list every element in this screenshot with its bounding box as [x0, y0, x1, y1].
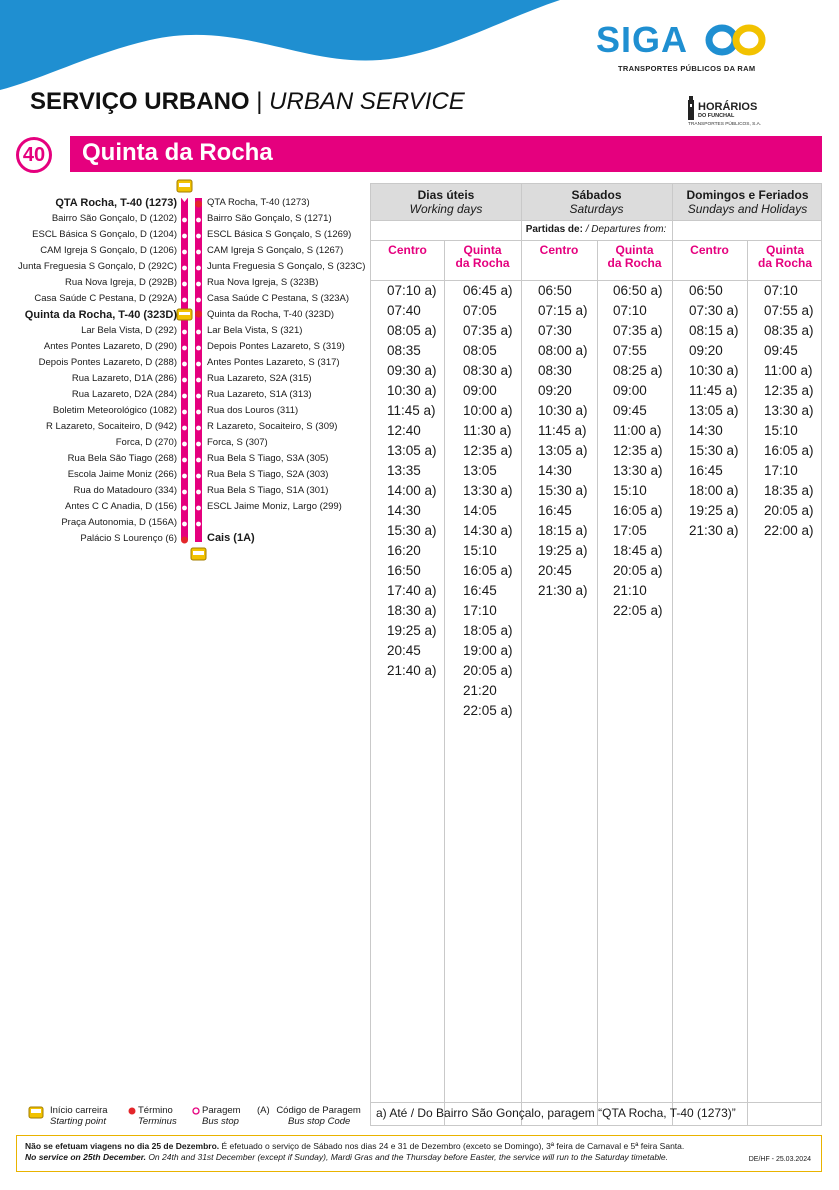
stop-inbound: Rua Nova Igreja, S (323B) [207, 277, 319, 288]
col-header-sundays-quinta [747, 244, 823, 270]
departure-time: 13:30 a) [463, 483, 513, 498]
departure-time: 10:00 a) [463, 403, 513, 418]
legend-code-en: Bus stop Code [288, 1116, 351, 1127]
stop-outbound: Palácio S Lourenço (6) [80, 533, 177, 544]
departure-time: 07:10 a) [387, 283, 437, 298]
departure-time: 10:30 a) [387, 383, 437, 398]
departure-time: 18:15 a) [538, 523, 588, 538]
departure-time: 20:05 a) [764, 503, 814, 518]
departure-time: 21:10 [613, 583, 647, 598]
departure-time: 17:10 [764, 463, 798, 478]
departure-time: 13:30 a) [764, 403, 814, 418]
day-header-sundays [672, 184, 823, 220]
stop-outbound: Boletim Meteorológico (1082) [52, 405, 177, 416]
siga-logo-subtitle: TRANSPORTES PÚBLICOS DA RAM [618, 64, 756, 73]
departure-time: 07:55 a) [764, 303, 814, 318]
legend-code-mark: (A) [257, 1105, 270, 1116]
col-header-quinta-line1: Quinta [463, 243, 502, 257]
departure-time: 08:35 [387, 343, 421, 358]
legend-terminus [128, 1105, 177, 1127]
departure-time: 18:45 a) [613, 543, 663, 558]
col-header-saturdays-quinta [597, 244, 672, 270]
day-sundays-en: Sundays and Holidays [687, 202, 808, 216]
stop-inbound: Rua Bela S Tiago, S1A (301) [207, 485, 329, 496]
col-header-weekdays-centro: Centro [388, 243, 427, 257]
departure-time: 14:30 [689, 423, 723, 438]
departure-time: 15:10 [463, 543, 497, 558]
departure-time: 11:30 a) [463, 423, 512, 438]
stop-outbound: CAM Igreja S Gonçalo, D (1206) [40, 245, 177, 256]
divider [747, 240, 748, 1125]
stop-inbound: Casa Saúde C Pestana, S (323A) [207, 293, 350, 304]
departure-time: 21:30 a) [538, 583, 588, 598]
divider [371, 220, 821, 221]
horarios-funchal-name: HORÁRIOS [698, 101, 758, 113]
departure-time: 11:00 a) [613, 423, 662, 438]
departure-time: 06:45 a) [463, 283, 513, 298]
departure-time: 07:10 [613, 303, 647, 318]
siga-logo-infinity-icon [704, 22, 768, 58]
departure-time: 18:30 a) [387, 603, 437, 618]
day-weekdays-en: Working days [409, 202, 483, 216]
col-header-saturdays-centro: Centro [539, 243, 579, 257]
legend-code-pt: Código de Paragem [276, 1105, 361, 1116]
departure-time: 18:00 a) [689, 483, 739, 498]
departure-time: 12:35 a) [613, 443, 663, 458]
departures-from-label [371, 220, 821, 240]
route-banner [16, 136, 822, 172]
legend-stop-pt: Paragem [202, 1105, 241, 1116]
departure-time: 08:30 [538, 363, 572, 378]
stop-inbound: Quinta da Rocha, T-40 (323D) [207, 309, 335, 320]
legend-start-pt: Início carreira [50, 1105, 108, 1116]
departure-time: 14:30 [387, 503, 421, 518]
day-saturdays-pt: Sábados [571, 188, 622, 202]
stop-outbound: Escola Jaime Moniz (266) [67, 469, 177, 480]
departure-time: 16:05 a) [764, 443, 814, 458]
departure-time: 13:35 [387, 463, 421, 478]
departure-time: 07:55 [613, 343, 647, 358]
departure-time: 13:30 a) [613, 463, 663, 478]
col-header-quinta-line1: Quinta [766, 243, 804, 257]
stop-inbound: Rua Lazareto, S2A (315) [207, 373, 312, 384]
departure-time: 08:05 a) [387, 323, 437, 338]
stop-inbound: R Lazareto, Socaiteiro, S (309) [207, 421, 338, 432]
legend-start-en: Starting point [50, 1116, 106, 1127]
divider [371, 1102, 821, 1103]
departure-time: 10:30 a) [689, 363, 739, 378]
departure-time: 08:30 a) [463, 363, 513, 378]
stop-inbound: Rua dos Louros (311) [207, 405, 299, 416]
stop-inbound: Junta Freguesia S Gonçalo, S (323C) [207, 261, 366, 272]
stop-inbound: Antes Pontes Lazareto, S (317) [207, 357, 340, 368]
departure-time: 21:20 [463, 683, 497, 698]
day-saturdays-en: Saturdays [569, 202, 624, 216]
departure-time: 13:05 a) [689, 403, 739, 418]
departure-time: 08:35 a) [764, 323, 814, 338]
timetable-footnote: a) Até / Do Bairro São Gonçalo, paragem “QTA Rocha, T-40 (1273)” [376, 1106, 736, 1120]
departure-time: 16:45 [689, 463, 723, 478]
departure-time: 19:25 a) [538, 543, 588, 558]
departure-time: 14:30 [538, 463, 572, 478]
departure-time: 15:30 a) [689, 443, 739, 458]
legend-stop-code [257, 1105, 361, 1127]
route-name: Quinta da Rocha [82, 139, 273, 166]
footer-en-bold: No service on 25th December. [25, 1152, 146, 1162]
horarios-funchal-logo [686, 96, 786, 130]
departure-time: 11:45 a) [387, 403, 436, 418]
bus-stop-circle-icon [192, 1107, 200, 1115]
departure-time: 07:30 a) [689, 303, 739, 318]
stop-outbound: Quinta da Rocha, T-40 (323D) [24, 309, 177, 321]
stop-outbound: Rua Nova Igreja, D (292B) [65, 277, 177, 288]
departure-time: 16:45 [463, 583, 497, 598]
divider [597, 240, 598, 1125]
bus-start-icon [28, 1105, 44, 1121]
footer-notice [16, 1135, 822, 1172]
legend-terminus-en: Terminus [138, 1116, 177, 1127]
stop-inbound: Rua Bela S Tiago, S3A (305) [207, 453, 329, 464]
departure-time: 12:40 [387, 423, 421, 438]
legend-bus-stop [192, 1105, 241, 1127]
departure-time: 14:30 a) [463, 523, 513, 538]
siga-logo [596, 18, 776, 74]
stop-inbound: Forca, S (307) [207, 437, 268, 448]
departure-time: 17:10 [463, 603, 497, 618]
col-header-quinta-line2: da Rocha [607, 256, 662, 270]
stop-outbound: Antes Pontes Lazareto, D (290) [43, 341, 177, 352]
divider [371, 240, 821, 241]
stop-outbound: Depois Pontes Lazareto, D (288) [38, 357, 177, 368]
departure-time: 16:20 [387, 543, 421, 558]
departure-time: 07:10 [764, 283, 798, 298]
departure-time: 07:30 [538, 323, 572, 338]
departure-time: 13:05 a) [538, 443, 588, 458]
stop-inbound: Depois Pontes Lazareto, S (319) [207, 341, 345, 352]
departure-time: 22:05 a) [463, 703, 513, 718]
departure-time: 08:15 a) [689, 323, 739, 338]
departure-time: 06:50 [538, 283, 572, 298]
stop-outbound: Antes C C Anadia, D (156) [65, 501, 177, 512]
stop-inbound: ESCL Jaime Moniz, Largo (299) [207, 501, 342, 512]
footer-en-rest: On 24th and 31st December (except if Sunday), Mardi Gras and the Thursday before Easter, the service will run to the Saturday timetable. [145, 1152, 669, 1162]
divider [444, 240, 445, 1125]
stop-inbound: Rua Lazareto, S1A (313) [207, 389, 312, 400]
stop-inbound: ESCL Básica S Gonçalo, S (1269) [207, 229, 352, 240]
departure-time: 13:05 a) [387, 443, 437, 458]
day-sundays-pt: Domingos e Feriados [686, 188, 809, 202]
departure-time: 17:05 [613, 523, 647, 538]
departure-time: 12:35 a) [764, 383, 814, 398]
stop-outbound: Casa Saúde C Pestana, D (292A) [34, 293, 177, 304]
stop-outbound: ESCL Básica S Gonçalo, D (1204) [32, 229, 177, 240]
departure-time: 19:00 a) [463, 643, 513, 658]
departure-time: 12:35 a) [463, 443, 513, 458]
stop-outbound: Praça Autonomia, D (156A) [61, 517, 177, 528]
departure-time: 09:45 [764, 343, 798, 358]
departure-time: 20:45 [538, 563, 572, 578]
departure-time: 08:00 a) [538, 343, 588, 358]
departure-time: 10:30 a) [538, 403, 588, 418]
departure-time: 11:00 a) [764, 363, 813, 378]
horarios-funchal-sub: DO FUNCHAL [698, 113, 735, 119]
stop-outbound: Rua Lazareto, D1A (286) [71, 373, 177, 384]
stop-outbound: R Lazareto, Socaiteiro, D (942) [46, 421, 177, 432]
departure-time: 21:30 a) [689, 523, 739, 538]
departure-time: 11:45 a) [538, 423, 587, 438]
departure-time: 20:45 [387, 643, 421, 658]
terminus-dot-icon [128, 1107, 136, 1115]
footer-pt-bold: Não se efetuam viagens no dia 25 de Dezembro. [25, 1141, 220, 1151]
col-header-quinta-line2: da Rocha [757, 256, 812, 270]
col-header-quinta-line2: da Rocha [455, 256, 510, 270]
departure-time: 15:30 a) [387, 523, 437, 538]
stop-outbound: Rua Bela São Tiago (268) [67, 453, 177, 464]
departure-time: 06:50 [689, 283, 723, 298]
departure-time: 19:25 a) [387, 623, 437, 638]
legend-terminus-pt: Término [138, 1105, 173, 1116]
departure-time: 16:05 a) [613, 503, 663, 518]
stop-outbound: Bairro São Gonçalo, D (1202) [51, 213, 177, 224]
stop-inbound: QTA Rocha, T-40 (1273) [207, 197, 310, 208]
service-title-pt: SERVIÇO URBANO [30, 88, 250, 115]
siga-logo-word: SIGA [596, 19, 689, 60]
footer-pt [25, 1141, 813, 1152]
stop-terminus-cais: Cais (1A) [207, 532, 255, 544]
departure-time: 09:00 [613, 383, 647, 398]
departure-time: 09:20 [689, 343, 723, 358]
departure-time: 11:45 a) [689, 383, 738, 398]
departure-time: 17:40 a) [387, 583, 437, 598]
stop-outbound: QTA Rocha, T-40 (1273) [55, 197, 177, 209]
departure-time: 14:00 a) [387, 483, 437, 498]
legend-start [28, 1105, 108, 1127]
departure-time: 21:40 a) [387, 663, 437, 678]
stop-outbound: Junta Freguesia S Gonçalo, D (292C) [18, 261, 177, 272]
departure-time: 15:30 a) [538, 483, 588, 498]
day-header-saturdays [521, 184, 672, 220]
departure-time: 07:40 [387, 303, 421, 318]
horarios-funchal-tagline: TRANSPORTES PÚBLICOS, S.A. [688, 122, 762, 127]
stop-outbound: Rua Lazareto, D2A (284) [71, 389, 177, 400]
stop-inbound: Rua Bela S Tiago, S2A (303) [207, 469, 329, 480]
departure-time: 22:05 a) [613, 603, 663, 618]
departure-time: 14:05 [463, 503, 497, 518]
departures-from-en: / Departures from: [585, 224, 667, 235]
stop-inbound: CAM Igreja S Gonçalo, S (1267) [207, 245, 344, 256]
departure-time: 18:35 a) [764, 483, 814, 498]
departure-time: 19:25 a) [689, 503, 739, 518]
stop-outbound: Lar Bela Vista, D (292) [81, 325, 177, 336]
service-title [30, 88, 465, 116]
day-header-weekdays [371, 184, 521, 220]
day-weekdays-pt: Dias úteis [417, 188, 475, 202]
departure-time: 07:35 a) [463, 323, 513, 338]
departure-time: 09:20 [538, 383, 572, 398]
departure-time: 07:15 a) [538, 303, 588, 318]
col-header-sundays-centro: Centro [690, 243, 729, 257]
document-code: DE/HF - 25.03.2024 [748, 1156, 811, 1163]
departure-time: 16:05 a) [463, 563, 513, 578]
legend-stop-en: Bus stop [202, 1116, 239, 1127]
departure-time: 09:45 [613, 403, 647, 418]
divider [672, 184, 673, 1125]
col-header-weekdays-quinta [444, 244, 521, 270]
departure-time: 16:45 [538, 503, 572, 518]
service-title-separator: | [256, 88, 263, 115]
departure-time: 18:05 a) [463, 623, 513, 638]
departure-time: 07:35 a) [613, 323, 663, 338]
divider [371, 280, 821, 281]
departure-time: 08:25 a) [613, 363, 663, 378]
departure-time: 09:30 a) [387, 363, 437, 378]
departure-time: 20:05 a) [463, 663, 513, 678]
departures-from-pt: Partidas de: [525, 224, 583, 235]
service-title-en: URBAN SERVICE [269, 88, 465, 115]
departure-time: 09:00 [463, 383, 497, 398]
tower-icon [686, 96, 696, 120]
footer-en [25, 1152, 813, 1163]
departure-time: 07:05 [463, 303, 497, 318]
departure-time: 15:10 [764, 423, 798, 438]
stop-inbound: Lar Bela Vista, S (321) [207, 325, 303, 336]
departure-time: 15:10 [613, 483, 647, 498]
departure-time: 08:05 [463, 343, 497, 358]
stop-outbound: Forca, D (270) [115, 437, 177, 448]
stop-inbound: Bairro São Gonçalo, S (1271) [207, 213, 332, 224]
footer-pt-rest: É efetuado o serviço de Sábado nos dias 24 e 31 de Dezembro (exceto se Domingo), 3ª feira de Carnaval e 5ª feira Santa. [219, 1141, 685, 1151]
departure-time: 16:50 [387, 563, 421, 578]
departure-time: 06:50 a) [613, 283, 663, 298]
divider [521, 184, 522, 1125]
timetable [370, 183, 822, 1126]
departure-time: 20:05 a) [613, 563, 663, 578]
route-number-badge: 40 [16, 137, 52, 173]
col-header-quinta-line1: Quinta [615, 243, 654, 257]
stop-outbound: Rua do Matadouro (334) [73, 485, 177, 496]
departure-time: 22:00 a) [764, 523, 814, 538]
departure-time: 13:05 [463, 463, 497, 478]
